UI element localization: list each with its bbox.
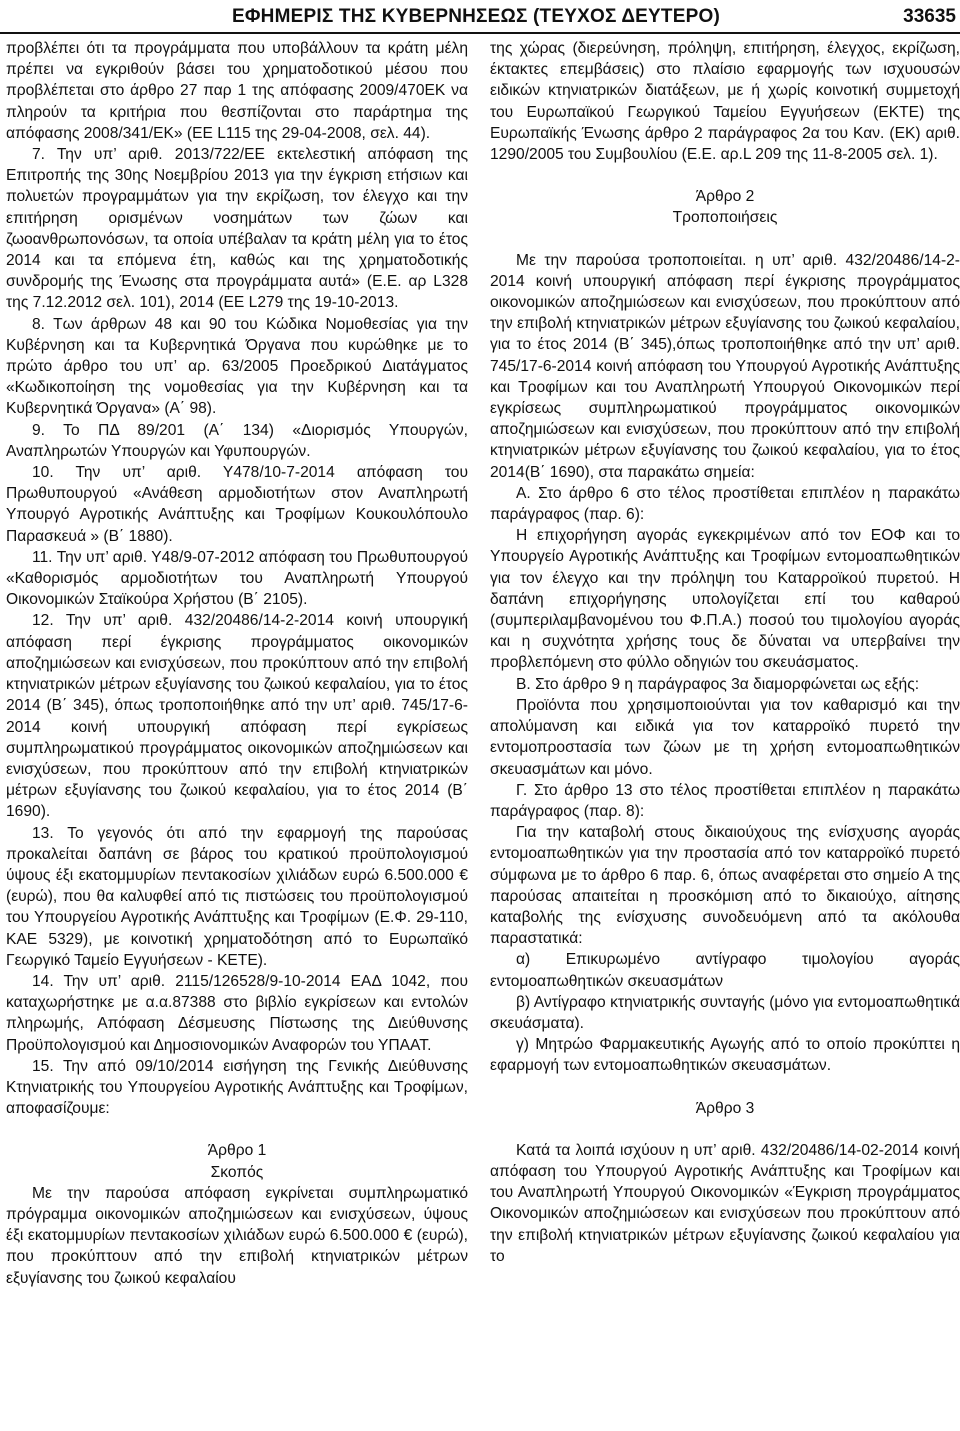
article-2-heading: Άρθρο 2 — [695, 188, 755, 206]
point-b: Β. Στο άρθρο 9 η παράγραφος 3α διαμορφώνεται ως εξής: — [516, 675, 920, 693]
paragraph-continued-right: της χώρας (διερεύνηση, πρόληψη, επιτήρηση, έλεγχος, εκρίζωση, έκτακτες επεμβάσεις) στο πλαίσιο εφαρμογής των ισχυουσών ειδικών κτηνιατρικών διατάξεων, με ή χωρίς κοινοτική συμμετοχή του Ευρωπαϊκού Γεωργικού Ταμείου Εγγυήσεων (ΕΚΤΕ) της Ευρωπαϊκής Ένωσης άρθρο 2 παράγραφος 2α του Καν. (ΕΚ) αριθ. 1290/2005 του Συμβουλίου (Ε.Ε. αρ.L 209 της 11-8-2005 σελ. 1). — [490, 40, 960, 164]
paragraph-12: 12. Την υπ’ αριθ. 432/20486/14-2-2014 κοινή υπουργική απόφαση περί έγκρισης προγράμματος οικονομικών αποζημιώσεων και ενισχύσεων, που προκύπτουν από την επιβολή κτηνιατρικών μέτρων εξυγίανσης του ζωικού κεφαλαίου, για το έτος 2014 (Β΄ 345), όπως τροποποιήθηκε από την υπ’ αριθ. 745/17-6-2014 κοινή υπουργική απόφαση περί εγκρίσεως συμπληρωματικού προγράμματος οικονομικών αποζημιώσεων και ενισχύσεων, που προκύπτουν από την επιβολή κτηνιατρικών μέτρων εξυγίανσης του ζωικού κεφαλαίου, για το έτος 2014 (Β΄ 1690). — [6, 612, 468, 821]
article-2-subtitle: Τροποποιήσεις — [672, 209, 778, 227]
article-2-intro: Με την παρούσα τροποποιείται. η υπ’ αριθ. 432/20486/14-2-2014 κοινή υπουργική απόφαση περί έγκρισης προγράμματος οικονομικών αποζημιώσεων και ενισχύσεων, που προκύπτουν από την επιβολή κτηνιατρικών μέτρων εξυγίανσης του ζωικού κεφαλαίου, για το έτος 2014 (Β΄ 345),όπως τροποποιήθηκε από την υπ’ αριθ. 745/17-6-2014 κοινή απόφαση του Υπουργού Αγροτικής Ανάπτυξης και Τροφίμων και του Αναπληρωτή Υπουργού Οικονομικών περί εγκρίσεως συμπληρωματικού προγράμματος οικονομικών αποζημιώσεων και ενισχύσεων, που προκύπτουν από την επιβολή κτηνιατρικών μέτρων εξυγίανσης του ζωικού κεφαλαίου, για το έτος 2014(Β΄ 1690), στα παρακάτω σημεία: — [490, 251, 960, 481]
paragraph-8: 8. Των άρθρων 48 και 90 του Κώδικα Νομοθεσίας για την Κυβέρνηση και τα Κυβερνητικά Όργανα που κυρώθηκε με το πρώτο άρθρο του υπ’ αρ. 63/2005 Προεδρικού Διατάγματος «Κωδικοποίηση της νομοθεσίας για την Κυβέρνηση και τα Κυβερνητικά Όργανα» (Α΄ 98). — [6, 315, 468, 418]
point-c-text: Για την καταβολή στους δικαιούχους της ενίσχυσης αγοράς εντομοαπωθητικών για την προστασία από τον καταρροϊκό πυρετό σύμφωνα με το άρθρο 6 παρ. 6, όπως αναφέρεται στο σημείο Α της παρούσας απαιτείται η προσκόμιση από το δικαιούχο, αίτησης καταβολής της ενίσχυσης συνοδευόμενη από τα ακόλουθα παραστατικά: — [490, 824, 960, 948]
point-c-item-b: β) Αντίγραφο κτηνιατρικής συνταγής (μόνο για εντομοαπωθητικά σκευάσματα). — [490, 993, 960, 1032]
point-c-item-a: α) Επικυρωμένο αντίγραφο τιμολογίου αγοράς εντομοαπωθητικών σκευασμάτων — [490, 951, 960, 990]
point-c: Γ. Στο άρθρο 13 στο τέλος προστίθεται επιπλέον η παρακάτω παράγραφος (παρ. 8): — [490, 781, 960, 820]
left-column — [6, 38, 468, 1289]
point-b-text: Προϊόντα που χρησιμοποιούνται για τον καθαρισμό και την απολύμανση και ειδικά για τον καταρροϊκό πυρετό την εντομοπροστασία των ζώων με τη χρήση εντομοαπωθητικών σκευασμάτων και μόνο. — [490, 696, 960, 778]
paragraph-continued: προβλέπει ότι τα προγράμματα που υποβάλλουν τα κράτη μέλη πρέπει να εγκριθούν βάσει του χρηματοδοτικού μέσου που προβλέπεται στο άρθρο 27 παρ 1 της απόφασης 2009/470ΕΚ να πληρούν τα κριτήρια που θεσπίζονται στο παράρτημα της απόφασης 2008/341/ΕΚ» (ΕΕ L115 της 29-04-2008, σελ. 44). — [6, 40, 468, 142]
paragraph-13: 13. Το γεγονός ότι από την εφαρμογή της παρούσας προκαλείται δαπάνη σε βάρος του κρατικού προϋπολογισμού ύψους έξι εκατομμυρίων πεντακοσίων χιλιάδων ευρώ 6.500.000 € (ευρώ), που θα καλυφθεί από τις πιστώσεις του προϋπολογισμού του Υπουργείου Αγροτικής Ανάπτυξης και Τροφίμων (Ε.Φ. 29-110, ΚΑΕ 5329), με κοινοτική χρηματοδότηση από το Ευρωπαϊκό Γεωργικό Ταμείο Εγγυήσεων - ΚΕΤΕ). — [6, 824, 468, 969]
paragraph-7: 7. Την υπ’ αριθ. 2013/722/ΕΕ εκτελεστική απόφαση της Επιτροπής της 30ης Νοεμβρίου 2013 για την έγκριση ετήσιων και πολυετών προγραμμάτων για την εκρίζωση, τον έλεγχο και την επιτήρηση ορισμένων νοσημάτων των ζώων και ζωοανθρωπονόσων, τα οποία υπέβαλαν τα κράτη μέλη για το έτος 2014 και τα επόμενα έτη, καθώς και της χρηματοδοτικής συνδρομής της Ένωσης στα προγράμματα αυτά» (Ε.Ε. αρ L328 της 7.12.2012 σελ. 101), 2014 (ΕΕ L279 της 19-10-2013. — [6, 146, 468, 312]
paragraph-15: 15. Την από 09/10/2014 εισήγηση της Γενικής Διεύθυνσης Κτηνιατρικής του Υπουργείου Αγροτικής Ανάπτυξης και Τροφίμων, αποφασίζουμε: — [6, 1057, 468, 1118]
article-3-text: Κατά τα λοιπά ισχύουν η υπ’ αριθ. 432/20486/14-02-2014 κοινή απόφαση του Υπουργού Αγροτικής Ανάπτυξης και Τροφίμων και του Αναπληρωτή Υπουργού Οικονομικών «Έγκριση προγράμματος Οικονομικών αποζημιώσεων και ενισχύσεων που προκύπτουν από την επιβολή κτηνιατρικών μέτρων εξυγίανσης ζωικού κεφαλαίου για το — [490, 1141, 960, 1265]
paragraph-11: 11. Την υπ’ αριθ. Υ48/9-07-2012 απόφαση του Πρωθυπουργού «Καθορισμός αρμοδιοτήτων του Αναπληρωτή Υπουργού Οικονομικών Σταϊκούρα Χρήστου (Β΄ 2105). — [6, 548, 468, 609]
point-c-item-c: γ) Μητρώο Φαρμακευτικής Αγωγής από το οποίο προκύπτει η εφαρμογή των εντομοαπωθητικών σκευασμάτων. — [490, 1036, 960, 1075]
article-3-heading: Άρθρο 3 — [695, 1099, 755, 1117]
page-header — [0, 0, 960, 36]
right-column — [490, 38, 960, 1267]
paragraph-9: 9. Το ΠΔ 89/201 (Α΄ 134) «Διορισμός Υπουργών, Αναπληρωτών Υπουργών και Υφυπουργών. — [6, 421, 468, 460]
gazette-title: ΕΦΗΜΕΡΙΣ ΤΗΣ ΚΥΒΕΡΝΗΣΕΩΣ (ΤΕΥΧΟΣ ΔΕΥΤΕΡΟ) — [232, 6, 720, 27]
paragraph-14: 14. Την υπ’ αριθ. 2115/126528/9-10-2014 ΕΑΔ 1042, που καταχωρήστηκε με α.α.87388 στο βιβλίο εγκρίσεων και εντολών πληρωμής, Απόφαση Δέσμευσης Πίστωσης της Διεύθυνσης Προϋπολογισμού και Δημοσιονομικών Αναφορών του ΥΠΑΑΤ. — [6, 972, 468, 1054]
article-1-heading: Άρθρο 1 — [207, 1142, 267, 1160]
point-a-text: Η επιχορήγηση αγοράς εγκεκριμένων από τον ΕΟΦ και το Υπουργείο Αγροτικής Ανάπτυξης και Τροφίμων εντομοαπωθητικών για τον έλεγχο και την πρόληψη του Καταρροϊκού πυρετού. Η δαπάνη επιχορήγησης υπολογίζεται επί του καθαρού (συμπεριλαμβανομένου του Φ.Π.Α.) ποσού του τιμολογίου αγοράς και η συχνότητα χρήσης τους δε δύναται να υπερβαίνει την προβλεπόμενη στο φύλλο οδηγιών του σκευάσματος. — [490, 527, 960, 672]
article-1-text: Με την παρούσα απόφαση εγκρίνεται συμπληρωματικό πρόγραμμα οικονομικών αποζημιώσεων και ενισχύσεων, ύψους έξι εκατομμυρίων πεντακοσίων χιλιάδων ευρώ 6.500.000 € (ευρώ), που προκύπτουν από την επιβολή κτηνιατρικών μέτρων εξυγίανσης του ζωικού κεφαλαίου — [6, 1184, 468, 1287]
point-a: Α. Στο άρθρο 6 στο τέλος προστίθεται επιπλέον η παρακάτω παράγραφος (παρ. 6): — [490, 484, 960, 524]
paragraph-10: 10. Την υπ’ αριθ. Υ478/10-7-2014 απόφαση του Πρωθυπουργού «Ανάθεση αρμοδιοτήτων στον Αναπληρωτή Υπουργό Αγροτικής Ανάπτυξης και Τροφίμων Κουκουλόπουλο Παρασκευά » (Β΄ 1880). — [6, 464, 468, 545]
header-rule — [0, 32, 960, 34]
page-number: 33635 — [903, 6, 956, 27]
article-1-subtitle: Σκοπός — [210, 1163, 264, 1181]
